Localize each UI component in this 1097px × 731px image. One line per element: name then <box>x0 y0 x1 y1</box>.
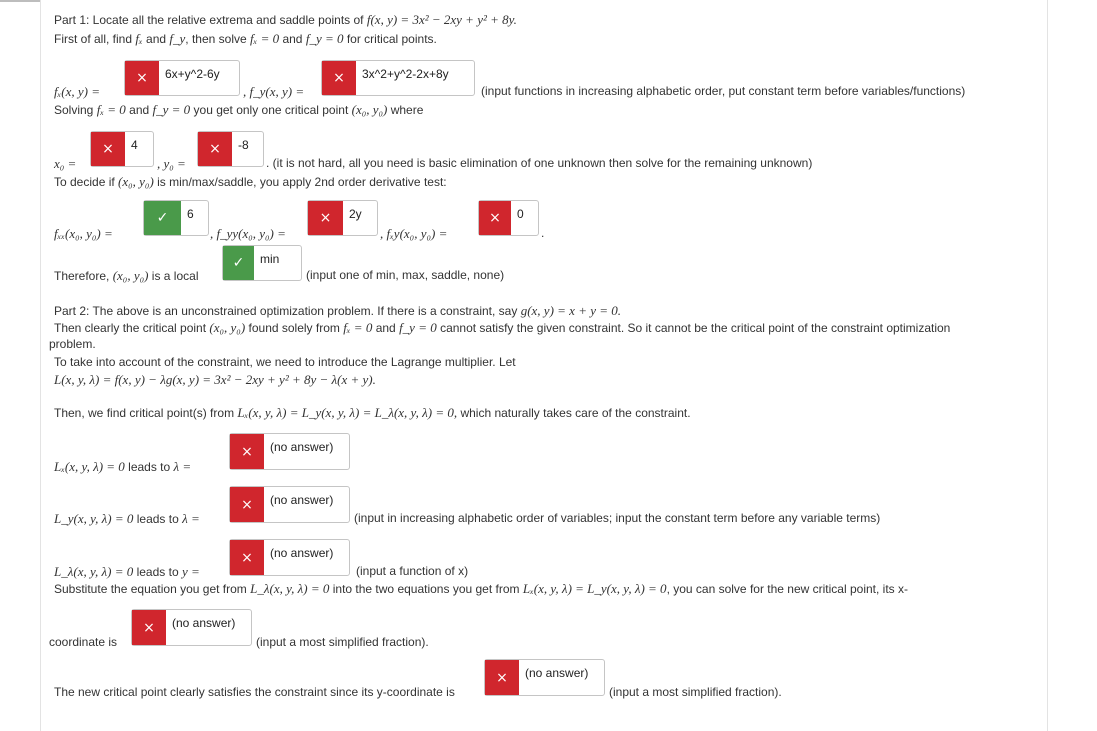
elimination-hint: . (it is not hard, all you need is basic elimination of one unknown then solve for the remaining unknown) <box>266 156 813 170</box>
lx-answer-field[interactable] <box>229 433 350 470</box>
fy-symbol: f_y <box>169 31 186 46</box>
local-type-value: min <box>260 252 280 266</box>
point-x0y0: (x₀, y₀) <box>351 102 388 117</box>
then-find-line <box>54 405 691 421</box>
subst-c: , you can solve for the new critical point, its x- <box>666 582 908 596</box>
part2-then-line <box>54 320 950 336</box>
subst-llam: L_λ(x, y, λ) = 0 <box>250 581 330 596</box>
lagrange-intro: To take into account of the constraint, we need to introduce the Lagrange multiplier. Let <box>54 355 516 369</box>
fxx-label: fₓₓ(x₀, y₀) = <box>54 226 113 241</box>
local-type-field[interactable] <box>222 245 302 281</box>
fy-answer-field[interactable] <box>321 60 475 96</box>
leads-to: leads to <box>136 565 179 579</box>
then-find-b: which naturally takes care of the constraint. <box>460 406 691 420</box>
and-text: and <box>146 32 167 46</box>
subst-b: into the two equations you get from <box>332 582 520 596</box>
where-text: where <box>390 103 424 117</box>
first-text-c: for critical points. <box>346 32 437 46</box>
y-coordinate-hint: (input a most simplified fraction). <box>609 685 782 699</box>
fxx-answer-field[interactable] <box>143 200 209 236</box>
coordinate-label: coordinate is <box>49 635 118 649</box>
x-coordinate-value: (no answer) <box>172 616 236 630</box>
decide-a: To decide if <box>54 175 115 189</box>
part1-intro <box>54 12 517 28</box>
local-hint: (input one of min, max, saddle, none) <box>306 268 505 282</box>
therefore-line <box>54 268 198 284</box>
decide-line <box>54 174 447 190</box>
left-border <box>40 0 41 731</box>
x-coordinate-field[interactable] <box>131 609 252 646</box>
solving-b: you get only one critical point <box>193 103 349 117</box>
and-text: and <box>375 321 396 335</box>
incorrect-icon: × <box>230 487 264 522</box>
fx-eq0: fₓ = 0 <box>343 320 373 335</box>
fy-label: , f_y(x, y) = <box>243 84 305 99</box>
fxy-answer-field[interactable] <box>478 200 539 236</box>
y0-label: , y₀ = <box>157 156 186 171</box>
therefore-a: Therefore, <box>54 269 110 283</box>
llam-answer-field[interactable] <box>229 539 350 576</box>
f-definition: f(x, y) = 3x² − 2xy + y² + 8y. <box>366 12 517 27</box>
first-text-a: First of all, find <box>54 32 133 46</box>
decide-b: is min/max/saddle, you apply 2nd order derivative test: <box>157 175 447 189</box>
fx-label: fₓ(x, y) = <box>54 84 101 99</box>
lambda-eq: λ = <box>182 511 200 526</box>
incorrect-icon: × <box>322 61 356 95</box>
x0-answer-field[interactable] <box>90 131 154 167</box>
therefore-b: is a local <box>151 269 199 283</box>
problem-word: problem. <box>49 337 96 351</box>
correct-icon: ✓ <box>223 246 254 280</box>
incorrect-icon: × <box>230 434 264 469</box>
y-eq: y = <box>181 564 200 579</box>
incorrect-icon: × <box>198 132 232 166</box>
part1-intro-text: Part 1: Locate all the relative extrema and saddle points of <box>54 13 364 27</box>
leads-to: leads to <box>136 512 179 526</box>
y-coordinate-field[interactable] <box>484 659 605 696</box>
lagrange-formula: L(x, y, λ) = f(x, y) − λg(x, y) = 3x² − 2xy + y² + 8y − λ(x + y). <box>54 372 376 387</box>
fy-answer-value: 3x^2+y^2-2x+8y <box>362 67 449 81</box>
part2-intro <box>54 303 621 319</box>
solving-a: Solving <box>54 103 94 117</box>
fx-symbol: fₓ <box>135 31 143 46</box>
then-b: found solely from <box>248 321 340 335</box>
fyy-label: , f_yy(x₀, y₀) = <box>210 226 286 241</box>
llam-answer-value: (no answer) <box>270 546 334 560</box>
correct-icon: ✓ <box>144 201 181 235</box>
y0-answer-value: -8 <box>238 138 249 152</box>
ly-hint: (input in increasing alphabetic order of variables; input the constant term before any variable terms) <box>354 511 881 525</box>
then-c: cannot satisfy the given constraint. So it cannot be the critical point of the constraint optimization <box>440 321 951 335</box>
fy-eq0: f_y = 0 <box>152 102 191 117</box>
lambda-eq: λ = <box>173 459 192 474</box>
llam-line <box>54 564 200 580</box>
ly-label: L_y(x, y, λ) = 0 <box>54 511 134 526</box>
first-text-b: , then solve <box>185 32 247 46</box>
ly-answer-value: (no answer) <box>270 493 334 507</box>
lx-label: Lₓ(x, y, λ) = 0 <box>54 459 125 474</box>
lx-answer-value: (no answer) <box>270 440 334 454</box>
fx-eq0: fₓ = 0 <box>250 31 280 46</box>
x0-answer-value: 4 <box>131 138 138 152</box>
constraint-formula: g(x, y) = x + y = 0. <box>520 303 622 318</box>
part1-first-line <box>54 31 437 47</box>
solving-line <box>54 102 423 118</box>
top-rule <box>0 0 40 2</box>
ly-line <box>54 511 200 527</box>
incorrect-icon: × <box>91 132 125 166</box>
point-x0y0: (x₀, y₀) <box>118 174 154 189</box>
x0-label: x₀ = <box>54 156 77 171</box>
fyy-answer-field[interactable] <box>307 200 378 236</box>
lx-line <box>54 459 191 475</box>
leads-to: leads to <box>128 460 171 474</box>
fxy-label: , fₓy(x₀, y₀) = <box>380 226 448 241</box>
and-text: and <box>282 32 303 46</box>
y-coordinate-value: (no answer) <box>525 666 589 680</box>
fx-answer-value: 6x+y^2-6y <box>165 67 220 81</box>
subst-a: Substitute the equation you get from <box>54 582 247 596</box>
incorrect-icon: × <box>125 61 159 95</box>
part2-intro-text: Part 2: The above is an unconstrained optimization problem. If there is a constraint, say <box>54 304 518 318</box>
incorrect-icon: × <box>230 540 264 575</box>
incorrect-icon: × <box>479 201 511 235</box>
y0-answer-field[interactable] <box>197 131 264 167</box>
fx-answer-field[interactable] <box>124 60 240 96</box>
llam-label: L_λ(x, y, λ) = 0 <box>54 564 134 579</box>
right-border <box>1047 0 1048 731</box>
then-find-a: Then, we find critical point(s) from <box>54 406 235 420</box>
fxy-answer-value: 0 <box>517 207 524 221</box>
then-a: Then clearly the critical point <box>54 321 207 335</box>
x-coordinate-hint: (input a most simplified fraction). <box>256 635 429 649</box>
period: . <box>541 226 545 240</box>
llam-hint: (input a function of x) <box>356 564 469 578</box>
new-point-text: The new critical point clearly satisfies the constraint since its y-coordinate is <box>54 685 455 699</box>
ly-answer-field[interactable] <box>229 486 350 523</box>
point-x0y0: (x₀, y₀) <box>209 320 246 335</box>
fyy-answer-value: 2y <box>349 207 362 221</box>
fxy-hint: (input functions in increasing alphabetic order, put constant term before variables/functions) <box>481 84 966 98</box>
incorrect-icon: × <box>132 610 166 645</box>
fy-eq0: f_y = 0 <box>399 320 437 335</box>
incorrect-icon: × <box>485 660 519 695</box>
fxx-answer-value: 6 <box>187 207 194 221</box>
subst-lxly: Lₓ(x, y, λ) = L_y(x, y, λ) = 0 <box>522 581 667 596</box>
then-find-formula: Lₓ(x, y, λ) = L_y(x, y, λ) = L_λ(x, y, λ) = 0, <box>237 405 458 420</box>
and-text: and <box>129 103 150 117</box>
point-x0y0: (x₀, y₀) <box>112 268 149 283</box>
incorrect-icon: × <box>308 201 343 235</box>
substitute-line <box>54 581 908 597</box>
fx-eq0: fₓ = 0 <box>96 102 126 117</box>
fy-eq0: f_y = 0 <box>305 31 344 46</box>
